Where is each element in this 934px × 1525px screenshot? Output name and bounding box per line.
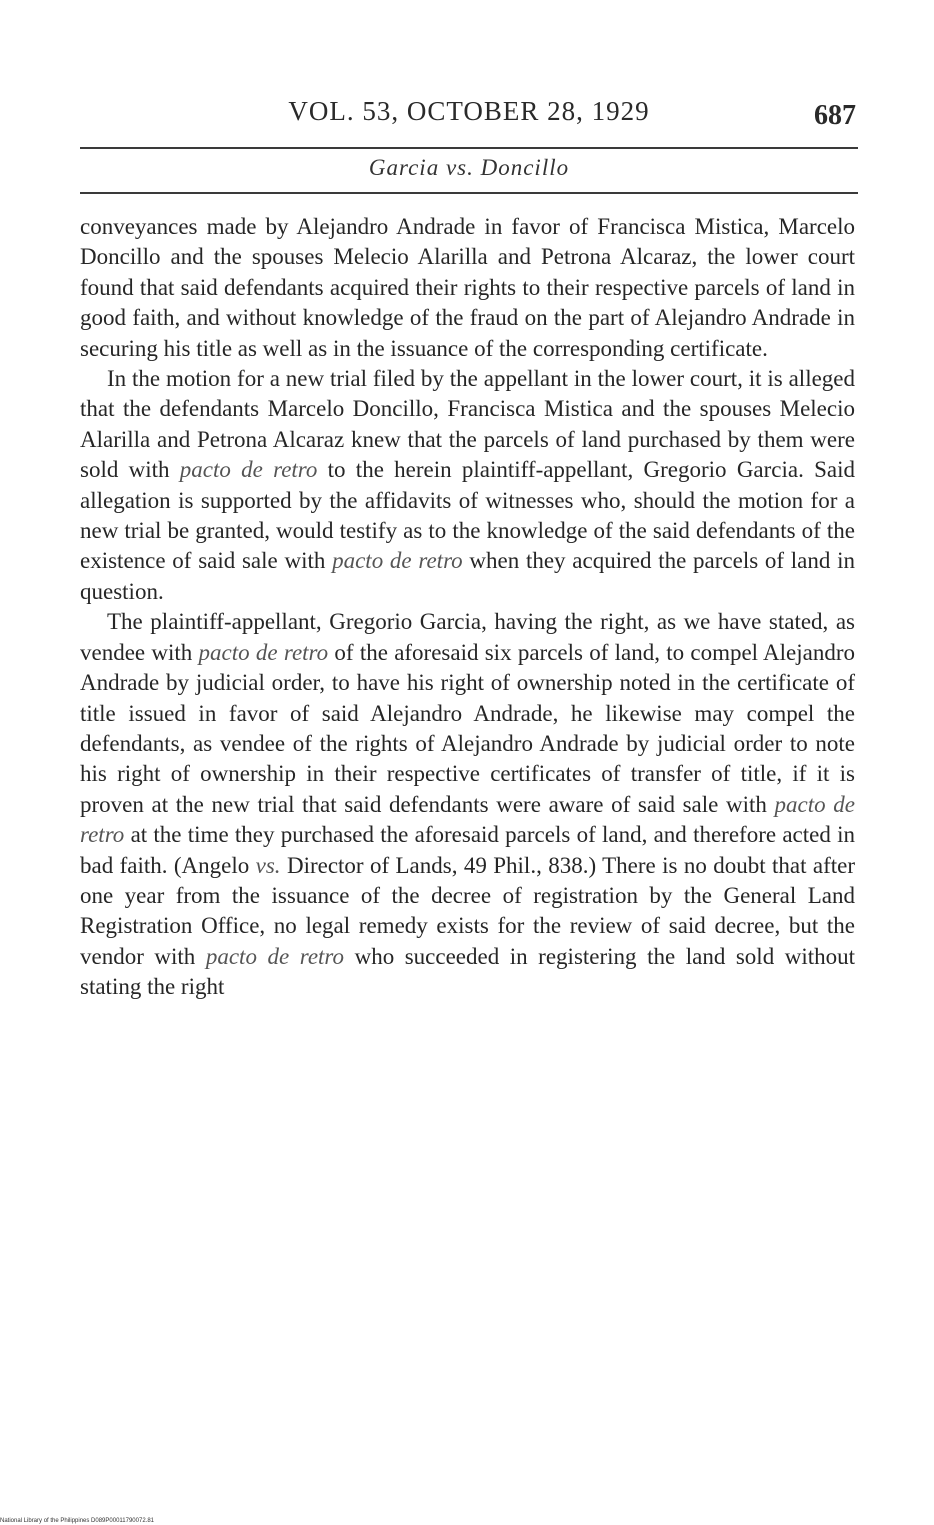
volume-date-line: VOL. 53, OCTOBER 28, 1929 [288,96,650,126]
paragraph-text: In the motion for a new trial filed by the appellant in the lower court, it is alleged that the defendants Marcelo Doncillo, Francisca Mistica and the spouses Melecio Alarilla and Petrona Alcaraz knew that the parcels of land purchased by them were sold with [80,366,855,483]
paragraph-continuation [80,212,855,364]
running-head [80,96,858,136]
case-vs: vs. [255,852,281,878]
latin-term: pacto de retro [332,548,463,574]
paragraph-plaintiff-right [80,607,855,1002]
paragraph-text: conveyances made by Alejandro Andrade in favor of Francisca Mistica, Marcelo Doncillo and the spouses Melecio Alarilla and Petrona Alcaraz, the lower court found that said defendants acquired their rights to their respective parcels of land in good faith, and without knowledge of the fraud on the part of Alejandro Andrade in securing his title as well as in the issuance of the corresponding certificate. [80,214,855,361]
paragraph-text: who succeeded in registering the land sold without stating the right [80,943,856,1000]
paragraph-motion-new-trial [80,364,855,607]
paragraph-text: at the time they purchased the aforesaid parcels of land, and therefore acted in bad faith. (Angelo [80,822,855,878]
page-number: 687 [814,100,856,131]
header-rule-bottom [80,192,858,194]
latin-term: pacto de retro [179,457,318,483]
body-text [80,212,855,1003]
source-footnote: National Library of the Philippines D089P00011790072.81 [0,1518,154,1524]
latin-term: pacto de retro [80,791,855,848]
latin-term: pacto de retro [198,639,329,665]
paragraph-text: of the aforesaid six parcels of land, to compel Alejandro Andrade by judicial order, to have his right of ownership noted in the certificate of title issued in favor of said Alejandro Andrade, he likewise may compel the defendants, as vendee of the rights of Alejandro Andrade by judicial order to note his right of ownership in their respective certificates of transfer of title, if it is proven at the new trial that said defendants were aware of said sale with [80,639,856,817]
paragraph-text: The plaintiff-appellant, Gregorio Garcia, having the right, as we have stated, as vendee with [80,609,855,665]
header-rule-top [80,147,858,149]
case-title: Garcia vs. Doncillo [368,155,570,180]
paragraph-text: Director of Lands, 49 Phil., 838.) There is no doubt that after one year from the issuance of the decree of registration by the General Land Registration Office, no legal remedy exists for the review of said decree, but the vendor with [80,852,855,969]
paragraph-text: to the herein plaintiff-appellant, Gregorio Garcia. Said allegation is supported by the affidavits of witnesses who, should the motion for a new trial be granted, would testify as to the knowledge of the said defendants of the existence of said sale with [80,457,855,574]
latin-term: pacto de retro [205,943,345,969]
paragraph-text: when they acquired the parcels of land in question. [80,548,856,604]
